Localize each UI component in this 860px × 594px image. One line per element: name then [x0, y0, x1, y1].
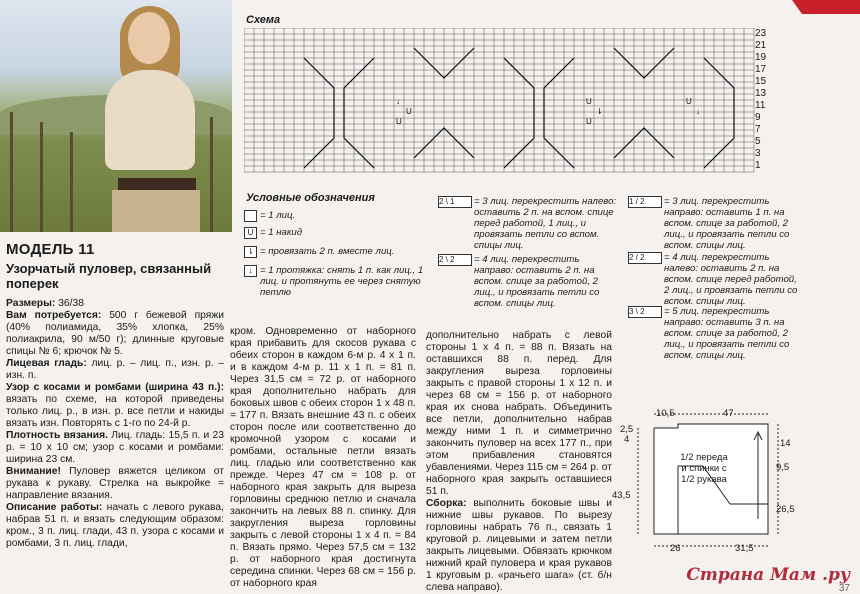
- chart-row-number: 5: [755, 136, 761, 147]
- legend-title: Условные обозначения: [246, 192, 375, 204]
- cross-4-right-icon: 2 \ 2: [438, 254, 472, 266]
- dim-top: 47: [723, 408, 734, 419]
- svg-text:U: U: [686, 97, 692, 106]
- legend-cross-4: 2 / 2 = 4 лиц. перекрестить налево: оставить 2 п. на вспом. спице перед работой, 2 лиц., и провязать петли со вспом. спицы лиц.: [629, 252, 798, 307]
- attention-text: Пуловер вяжется целиком от рукава к рукаву. Стрелка на выкройке = направление вязания.: [6, 466, 224, 501]
- yarnover-symbol-icon: U: [244, 227, 257, 239]
- legend-item-yarnover: U = 1 накид: [244, 227, 424, 243]
- legend-item-knit: = 1 лиц.: [244, 210, 424, 224]
- attention-label: Внимание!: [6, 466, 61, 477]
- legend-cross-2: 1 / 2 = 3 лиц. перекрестить направо: оставить 1 п. на вспом. спице за работой, 2 лиц., и провязать петли со вспом. спицы лиц.: [629, 196, 790, 251]
- skp-symbol-icon: ↓: [244, 265, 257, 277]
- dim-left-small: 2,5: [620, 424, 634, 435]
- smooth-label: Лицевая гладь:: [6, 358, 87, 369]
- svg-text:↓: ↓: [396, 97, 400, 106]
- dim-right-top: 14: [780, 438, 791, 449]
- legend-list: [244, 210, 424, 298]
- model-subtitle: Узорчатый пуловер, связанный поперек: [6, 261, 212, 291]
- instructions-col-2: [230, 326, 416, 590]
- pattern-label: Узор с косами и ромбами (ширина 43 п.):: [6, 382, 224, 393]
- density-label: Плотность вязания.: [6, 430, 108, 441]
- chart-row-number: 1: [755, 160, 761, 171]
- site-watermark: Страна Мам .ру: [686, 565, 850, 585]
- need-text: 500 г бежевой пряжи (40% полиамида, 35% хлопка, 25% полиакрила, 90 м/50 г); длинные круговые спицы № 6; крючок № 5.: [6, 310, 224, 357]
- chart-row-number: 23: [755, 28, 767, 39]
- dim-bottom-right: 31,5: [735, 543, 754, 554]
- dim-left-total: 43,5: [612, 490, 631, 501]
- model-title: МОДЕЛЬ 11: [6, 241, 95, 258]
- page-number: 37: [838, 583, 850, 594]
- legend-item-k2tog: ⇂ = провязать 2 п. вместе лиц.: [244, 246, 424, 262]
- chart-row-number: 19: [755, 52, 767, 63]
- instructions-col-1: [6, 298, 224, 550]
- chart-row-number: 7: [755, 124, 761, 135]
- chart-row-number: 17: [755, 64, 767, 75]
- instructions-col-3: [426, 330, 612, 594]
- svg-text:U: U: [586, 97, 592, 106]
- chart-row-number: 15: [755, 76, 767, 87]
- pattern-text: вязать по схеме, на которой приведены только лиц. р., в изн. р. все петли и накиды вязать изн. Повторять с 1-го по 24-й р.: [6, 394, 224, 429]
- cross-3-right-icon: 1 / 2: [628, 196, 662, 208]
- schema-title: Схема: [246, 14, 281, 26]
- diagram-label: 1/2 переда и спинки с 1/2 рукава: [680, 452, 728, 485]
- work-label: Описание работы:: [6, 502, 103, 513]
- assembly-label: Сборка:: [426, 498, 467, 509]
- work-text: начать с левого рукава, набрав 51 п. и вязать следующим образом: кром., 3 п. лиц. глади, 43 п. узора с косами и ромбами, 3 п. лиц. глади,: [6, 502, 224, 549]
- svg-text:U: U: [396, 117, 402, 126]
- svg-text:⇂: ⇂: [596, 107, 603, 116]
- legend-item-skp: ↓ = 1 протяжка: снять 1 п. как лиц., 1 лиц. и протянуть ее через снятую петлю: [244, 265, 424, 298]
- legend-cross-3: 2 \ 2 = 4 лиц. перекрестить направо: оставить 2 п. на вспом. спице за работой, 2 лиц., и провязать петли со вспом. спицы лиц.: [439, 254, 600, 309]
- cross-4-left-icon: 2 / 2: [628, 252, 662, 264]
- cross-3-left-icon: 2 \ 1: [438, 196, 472, 208]
- k2tog-symbol-icon: ⇂: [244, 246, 257, 258]
- chart-row-number: 21: [755, 40, 767, 51]
- svg-text:↓: ↓: [696, 107, 700, 116]
- chart-row-number: 13: [755, 88, 767, 99]
- dim-right-bottom: 26,5: [776, 504, 795, 515]
- chart-row-number: 11: [755, 100, 766, 111]
- svg-text:U: U: [586, 117, 592, 126]
- legend-cross-5: 3 \ 2 = 5 лиц. перекрестить направо: оставить 3 п. на вспом. спице за работой, 2 лиц., и провязать петли со вспом. спицы лиц.: [629, 306, 790, 361]
- svg-text:U: U: [406, 107, 412, 116]
- col2-text: кром. Одновременно от наборного края прибавить для скосов рукава с обеих сторон в каждом 6-м р. 4 х 1 п. и в каждом 4-м р. 11 х 1 п. = 81 п. Через 31,5 см = 72 р. от наборного края дополнительно набрать для боковых швов с обеих сторон 1 х 48 п. = 177 п. Вязать внешние 43 п. с обеих сторон после или соответственно до кромочной узором с косами и ромбами, остальные петли вязать лиц. гладью или соответственно как прежде. Через 47 см = 108 р. от наборного края закрыть для выреза горловины среднюю петлю и сначала закончить на левых 88 п. спинку. Для закругления выреза горловины закрыть с левой стороны 1 х 4 п. = 84 п. Вязать прямо. Через 57,5 см = 132 р. от наборного края достигнута середина спинки. Через 68 см = 156 р. от наборного края: [230, 326, 416, 589]
- dim-bottom-left: 26: [670, 543, 681, 554]
- chart-row-number: 3: [755, 148, 761, 159]
- dim-left-small2: 4: [624, 434, 630, 445]
- dim-top-left: 10,5: [656, 408, 675, 419]
- assembly-text: выполнить боковые швы и нижние швы рукавов. По вырезу горловины набрать 76 п., связать 1 круговой р. лицевыми и затем петли закрыть лицевыми. Обвязать крючком нижний край пуловера и края рукавов 1 круговым р. «рачьего шага» (ст. б/н слева направо).: [426, 498, 612, 593]
- dim-right-mid: 9,5: [776, 462, 790, 473]
- need-label: Вам потребуется:: [6, 310, 102, 321]
- model-photo: [0, 0, 232, 232]
- chart-row-number: 9: [755, 112, 761, 123]
- smooth-text: лиц. р. – лиц. п., изн. р. – изн. п.: [6, 358, 224, 381]
- sizes-label: Размеры:: [6, 298, 56, 309]
- knit-symbol-icon: [244, 210, 257, 222]
- density-text: Лиц. гладь: 15,5 п. и 23 р. = 10 х 10 см; узор с косами и ромбами: ширина 23 см.: [6, 430, 224, 465]
- sizes-value: 36/38: [58, 298, 84, 309]
- legend-cross-1: 2 \ 1 = 3 лиц. перекрестить налево: оставить 2 п. на вспом. спице перед работой, 1 лиц., и провязать петли со вспом. спицы лиц.: [439, 196, 617, 251]
- col3-text: дополнительно набрать с левой стороны 1 х 4 п. = 88 п. Вязать на оставшихся 88 п. перед. Для закругления выреза горловины закрыть с правой стороны 1 х 12 п. и через 68 см = 156 р. от наборного края их снова набрать. Объединить все петли, дополнительно набрав между ними 1 п. и симметрично закончить пуловер на всех 177 п., при этом прибавления становятся убавлениями. Через 115 см = 264 р. от наборного края закрыть оставшиеся 51 п.: [426, 330, 612, 497]
- corner-accent-bar: [802, 0, 860, 14]
- knitting-chart: [244, 28, 756, 176]
- cross-5-right-icon: 3 \ 2: [628, 306, 662, 318]
